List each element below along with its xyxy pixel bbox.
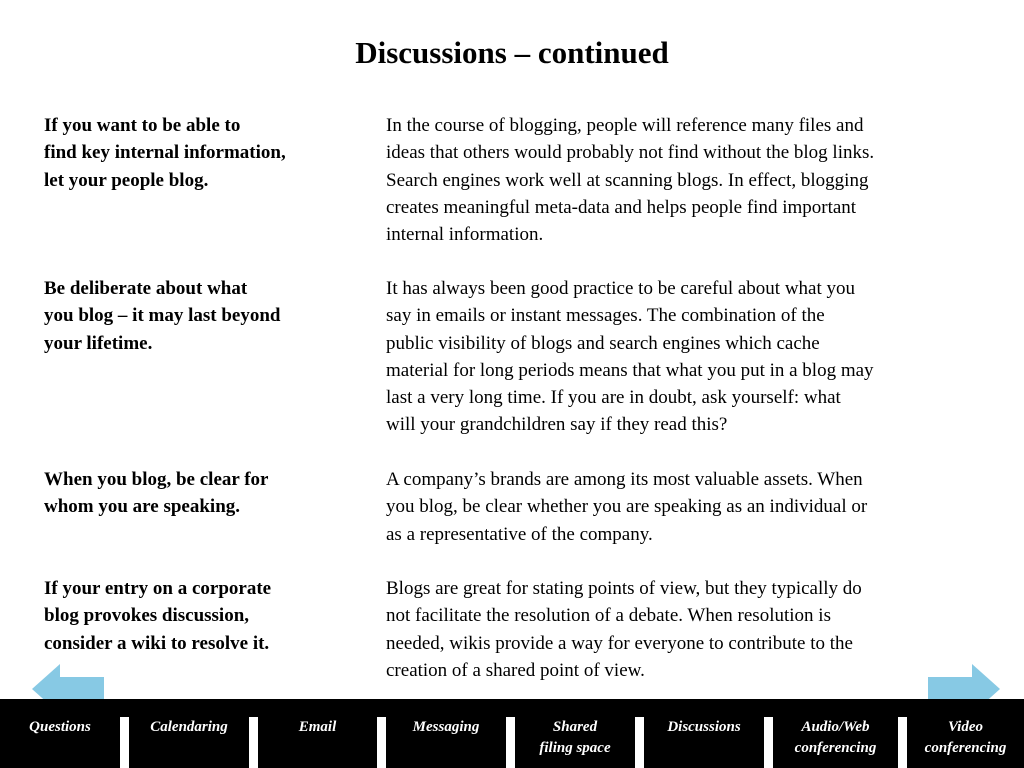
row-body: It has always been good practice to be careful about what you say in emails or instant messages. The combination of the public visibility of blogs and search engines which cache material for long periods means that what you put in a blog may last a very long time. If you are in doubt, ask yourself: what will your grandchildren say if they read this?	[386, 278, 874, 436]
row-body: Blogs are great for stating points of view, but they typically do not facilitate the resolution of a debate. When resolution is needed, wikis provide a way for everyone to contribute to the creation of a shared point of view.	[386, 578, 862, 681]
tab-discussions[interactable]: Discussions	[644, 717, 764, 768]
row-body: A company’s brands are among its most valuable assets. When you blog, be clear whether you are speaking as an individual or as a representative of the company.	[386, 469, 868, 545]
tab-divider	[506, 717, 515, 768]
row-heading: If you want to be able to find key internal information, let your people blog.	[44, 115, 286, 191]
tab-divider	[377, 717, 386, 768]
tab-questions[interactable]: Questions	[0, 717, 120, 768]
tab-calendaring[interactable]: Calendaring	[129, 717, 249, 768]
page-title: Discussions – continued	[355, 35, 669, 70]
tab-divider	[249, 717, 258, 768]
tab-divider	[898, 717, 907, 768]
tab-messaging[interactable]: Messaging	[386, 717, 506, 768]
tab-shared-filing-space[interactable]: Shared filing space	[515, 717, 635, 768]
tab-divider	[635, 717, 644, 768]
row-heading: Be deliberate about what you blog – it may last beyond your lifetime.	[44, 278, 281, 354]
row-body: In the course of blogging, people will reference many files and ideas that others would probably not find without the blog links. Search engines work well at scanning blogs. In effect, blogging creates meaningful meta-data and helps people find important internal information.	[386, 115, 875, 246]
tab-divider	[764, 717, 773, 768]
tab-audio-web-conferencing[interactable]: Audio/Web conferencing	[773, 717, 898, 768]
tab-divider	[120, 717, 129, 768]
tab-video-conferencing[interactable]: Video conferencing	[907, 717, 1024, 768]
row-heading: If your entry on a corporate blog provokes discussion, consider a wiki to resolve it.	[44, 578, 272, 654]
tab-email[interactable]: Email	[258, 717, 377, 768]
row-heading: When you blog, be clear for whom you are speaking.	[44, 469, 269, 518]
